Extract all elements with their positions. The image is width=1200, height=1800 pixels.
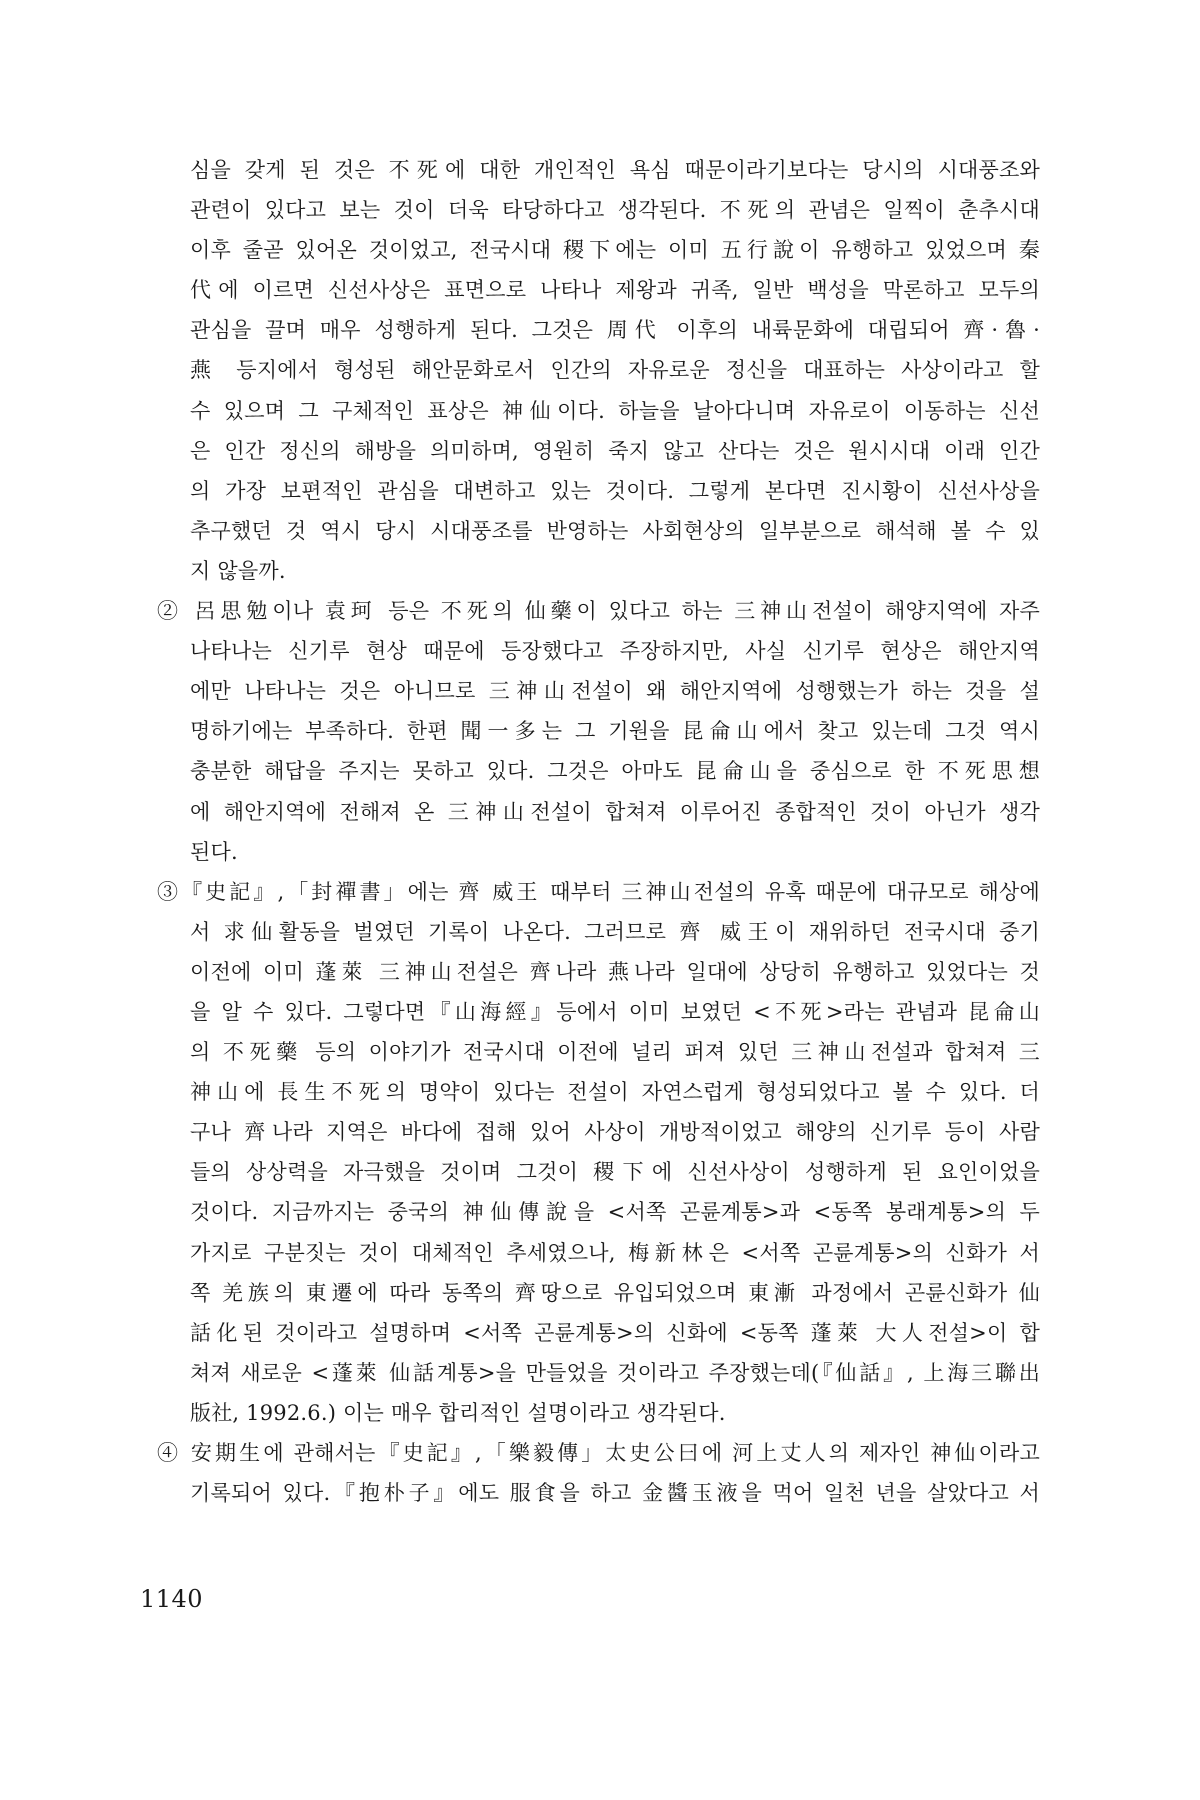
text-line: 神山에 長生不死의 명약이 있다는 전설이 자연스럽게 형성되었다고 볼 수 있다. 더 bbox=[190, 1080, 1040, 1105]
text-line: 話化된 것이라고 설명하며 <서쪽 곤륜계통>의 신화에 <동쪽 蓬萊 大人전설>이 합 bbox=[190, 1320, 1040, 1345]
text-line: 서 求仙활동을 벌였던 기록이 나온다. 그러므로 齊 威王이 재위하던 전국시대 중기 bbox=[190, 919, 1040, 944]
text-line: 의 가장 보편적인 관심을 대변하고 있는 것이다. 그렇게 본다면 진시황이 신선사상을 bbox=[190, 478, 1040, 503]
text-line: 쪽 羌族의 東遷에 따라 동쪽의 齊땅으로 유입되었으며 東漸 과정에서 곤륜신화가 仙 bbox=[190, 1280, 1040, 1305]
text-line: 에만 나타나는 것은 아니므로 三神山전설이 왜 해안지역에 성행했는가 하는 것을 설 bbox=[190, 679, 1040, 704]
note-4-first-line: ④ 安期生에 관해서는『史記』,「樂毅傳」太史公曰에 河上丈人의 제자인 神仙이라고 bbox=[157, 1441, 1040, 1465]
text-line: 들의 상상력을 자극했을 것이며 그것이 稷下에 신선사상이 성행하게 된 요인이었을 bbox=[190, 1160, 1040, 1185]
text-line: 추구했던 것 역시 당시 시대풍조를 반영하는 사회현상의 일부분으로 해석해 볼 수 있 bbox=[190, 518, 1040, 543]
note-3-first-line: ③『史記』,「封禪書」에는 齊 威王 때부터 三神山전설의 유혹 때문에 대규모로 해상에 bbox=[157, 879, 1040, 904]
text-line: 수 있으며 그 구체적인 표상은 神仙이다. 하늘을 날아다니며 자유로이 이동하는 신선 bbox=[190, 398, 1040, 423]
text-line: 을 알 수 있다. 그렇다면『山海經』등에서 이미 보였던 <不死>라는 관념과 昆侖山 bbox=[190, 999, 1040, 1024]
text-line: 된다. bbox=[190, 839, 238, 864]
text-line: 은 인간 정신의 해방을 의미하며, 영원히 죽지 않고 산다는 것은 원시시대 이래 인간 bbox=[190, 438, 1040, 463]
text-line: 가지로 구분짓는 것이 대체적인 추세였으나, 梅新林은 <서쪽 곤륜계통>의 신화가 서 bbox=[190, 1240, 1040, 1265]
text-line: 나타나는 신기루 현상 때문에 등장했다고 주장하지만, 사실 신기루 현상은 해안지역 bbox=[190, 639, 1040, 664]
text-line: 명하기에는 부족하다. 한편 聞一多는 그 기원을 昆侖山에서 찾고 있는데 그것 역시 bbox=[190, 719, 1040, 744]
text-line: 관심을 끌며 매우 성행하게 된다. 그것은 周代 이후의 내륙문화에 대립되어 齊·魯· bbox=[190, 318, 1040, 343]
text-line: 이전에 이미 蓬萊 三神山전설은 齊나라 燕나라 일대에 상당히 유행하고 있었다는 것 bbox=[190, 959, 1040, 984]
text-line: 충분한 해답을 주지는 못하고 있다. 그것은 아마도 昆侖山을 중심으로 한 不死思想 bbox=[190, 759, 1040, 784]
text-line: 쳐져 새로운 <蓬萊 仙話계통>을 만들었을 것이라고 주장했는데(『仙話』, 上海三聯出 bbox=[190, 1360, 1040, 1385]
text-line: 심을 갖게 된 것은 不死에 대한 개인적인 욕심 때문이라기보다는 당시의 시대풍조와 bbox=[190, 158, 1040, 182]
text-line: 에 해안지역에 전해져 온 三神山전설이 합쳐져 이루어진 종합적인 것이 아닌가 생각 bbox=[190, 799, 1040, 824]
text-line: 관련이 있다고 보는 것이 더욱 타당하다고 생각된다. 不死의 관념은 일찍이 춘추시대 bbox=[190, 198, 1040, 223]
body-text bbox=[157, 150, 1040, 1513]
text-line: 版社, 1992.6.) 이는 매우 합리적인 설명이라고 생각된다. bbox=[190, 1400, 726, 1425]
note-2-first-line: ② 呂思勉이나 袁珂 등은 不死의 仙藥이 있다고 하는 三神山전설이 해양지역에 자주 bbox=[157, 599, 1040, 624]
text-line: 지 않을까. bbox=[190, 558, 286, 583]
page-number: 1140 bbox=[140, 1585, 204, 1613]
text-line: 燕 등지에서 형성된 해안문화로서 인간의 자유로운 정신을 대표하는 사상이라고 할 bbox=[190, 358, 1040, 383]
text-line: 기록되어 있다.『抱朴子』에도 服食을 하고 金醬玉液을 먹어 일천 년을 살았다고 서 bbox=[190, 1481, 1040, 1506]
text-line: 代에 이르면 신선사상은 표면으로 나타나 제왕과 귀족, 일반 백성을 막론하고 모두의 bbox=[190, 278, 1040, 303]
text-line: 이후 줄곧 있어온 것이었고, 전국시대 稷下에는 이미 五行說이 유행하고 있었으며 秦 bbox=[190, 238, 1040, 263]
text-line: 구나 齊나라 지역은 바다에 접해 있어 사상이 개방적이었고 해양의 신기루 등이 사람 bbox=[190, 1120, 1040, 1145]
text-line: 의 不死藥 등의 이야기가 전국시대 이전에 널리 퍼져 있던 三神山전설과 합쳐져 三 bbox=[190, 1040, 1040, 1065]
text-line: 것이다. 지금까지는 중국의 神仙傳說을 <서쪽 곤륜계통>과 <동쪽 봉래계통>의 두 bbox=[190, 1200, 1040, 1225]
